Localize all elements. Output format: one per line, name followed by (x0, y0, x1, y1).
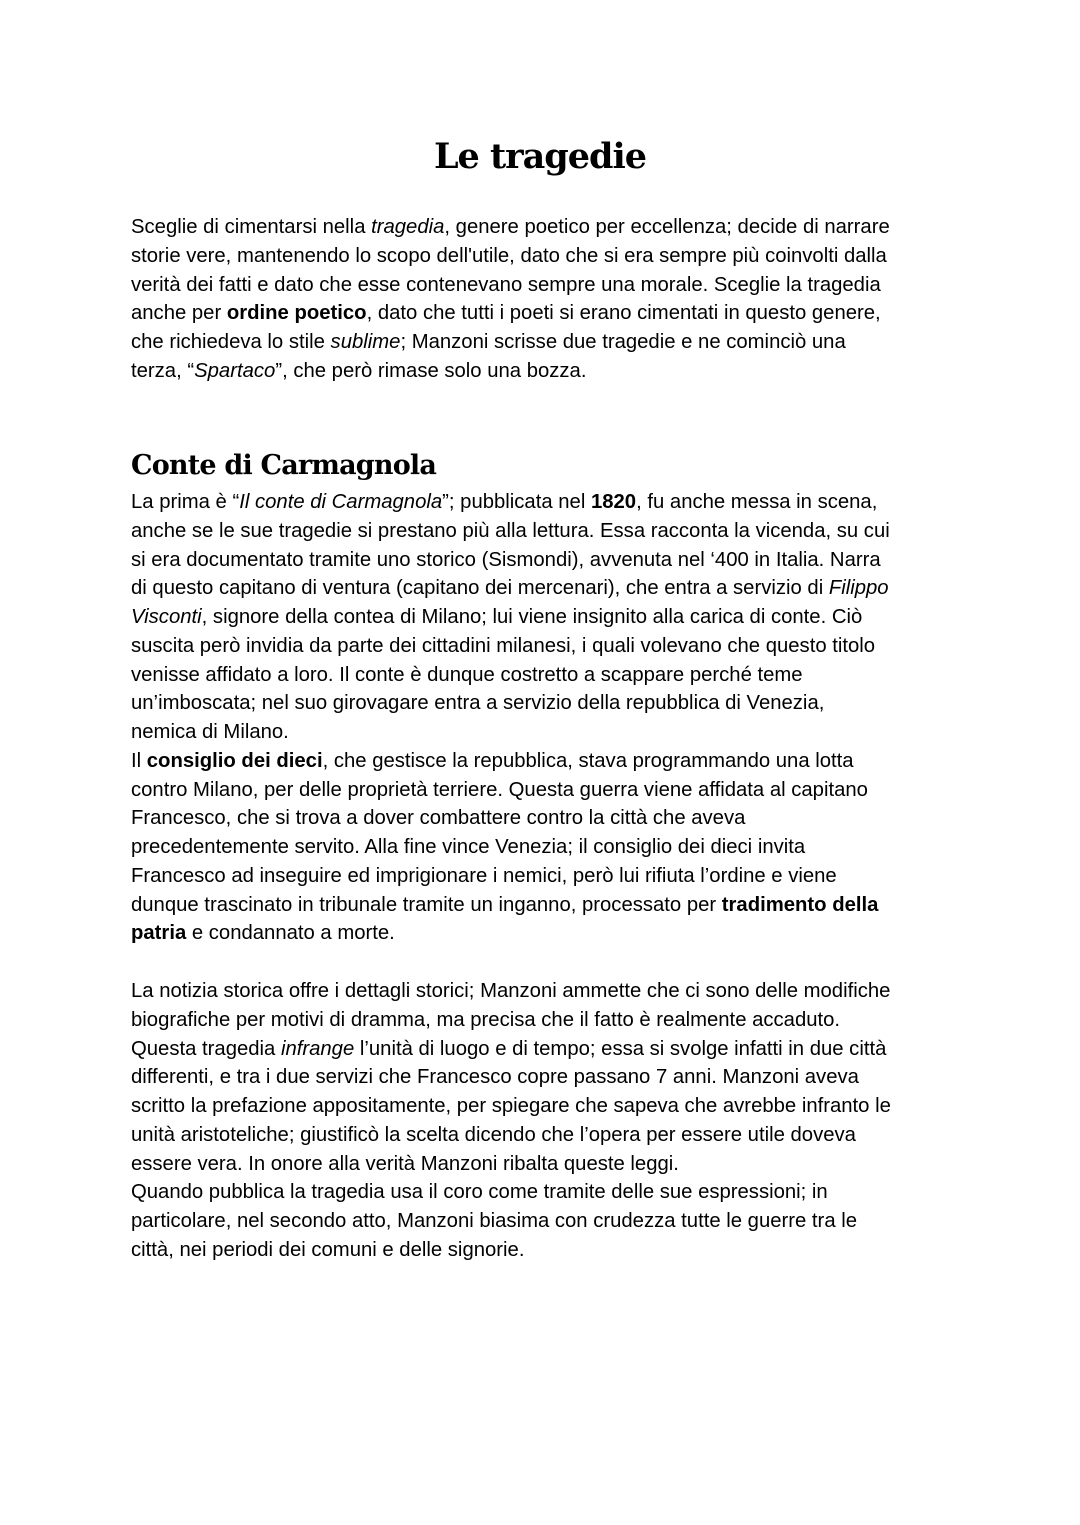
text-run: scritto la prefazione appositamente, per spiegare che sapeva che avrebbe infranto le (131, 1095, 891, 1117)
text-line (131, 1092, 961, 1121)
text-run: , che gestisce la repubblica, stava programmando una lotta (322, 749, 854, 772)
text-line (131, 1063, 961, 1092)
text-line (131, 776, 961, 805)
text-line (131, 977, 961, 1006)
text-run: un’imboscata; nel suo girovagare entra a servizio della repubblica di Venezia, (131, 692, 825, 715)
text-run: , dato che tutti i poeti si erano cimentati in questo genere, (366, 302, 881, 325)
text-run: Francesco ad inseguire ed imprigionare i nemici, però lui rifiuta l’ordine e viene (131, 864, 837, 887)
text-run: Francesco, che si trova a dover combattere contro la città che aveva (131, 807, 746, 830)
text-run: anche per (131, 302, 227, 325)
text-line (131, 661, 961, 690)
italic-text: infrange (280, 1037, 355, 1060)
text-run: unità aristoteliche; giustificò la scelta dicendo che l’opera per essere utile doveva (131, 1123, 856, 1146)
text-line (131, 689, 961, 718)
text-run: differenti, e tra i due servizi che Francesco copre passano 7 anni. Manzoni aveva (131, 1066, 859, 1089)
text-run: nemica di Milano. (131, 721, 289, 743)
text-line (131, 1035, 961, 1064)
text-line (131, 1178, 961, 1207)
notizia-paragraph (131, 977, 961, 1265)
section-title: Conte di Carmagnola (131, 450, 437, 481)
text-line (131, 718, 961, 747)
bold-text: tradimento della (721, 893, 879, 916)
text-run: , fu anche messa in scena, (636, 491, 878, 513)
text-run: particolare, nel secondo atto, Manzoni biasima con crudezza tutte le guerre tra le (131, 1210, 858, 1232)
text-line (131, 242, 961, 271)
italic-text: sublime (330, 331, 401, 353)
text-line (131, 517, 961, 546)
bold-text: 1820 (590, 491, 637, 513)
page-title: Le tragedie (433, 136, 647, 177)
text-line (131, 804, 961, 833)
text-line (131, 1207, 961, 1236)
text-line (131, 1121, 961, 1150)
intro-paragraph (131, 213, 961, 386)
text-run: , signore della contea di Milano; lui viene insignito alla carica di conte. Ciò (201, 606, 863, 628)
text-line (131, 328, 961, 357)
text-run: essere vera. In onore alla verità Manzoni ribalta queste leggi. (131, 1152, 679, 1175)
text-line (131, 1150, 961, 1179)
bold-text: ordine poetico (226, 302, 367, 325)
text-line (131, 919, 961, 948)
text-line (131, 632, 961, 661)
text-line (131, 357, 961, 386)
text-run: anche se le sue tragedie si prestano più alla lettura. Essa racconta la vicenda, su cui (131, 519, 890, 542)
bold-text: consiglio dei dieci (146, 749, 323, 772)
italic-text: Visconti (131, 606, 202, 628)
text-run: venisse affidato a loro. Il conte è dunque costretto a scappare perché teme (131, 663, 803, 686)
text-run: precedentemente servito. Alla fine vince Venezia; il consiglio dei dieci invita (131, 836, 806, 858)
text-run: storie vere, mantenendo lo scopo dell'utile, dato che si era sempre più coinvolti dalla (131, 244, 887, 267)
text-line (131, 891, 961, 920)
text-line (131, 603, 961, 632)
text-line (131, 546, 961, 575)
text-run: Questa tragedia (131, 1037, 281, 1060)
text-run: si era documentato tramite uno storico (Sismondi), avvenuta nel ‘400 in Italia. Narra (131, 548, 881, 571)
text-run: città, nei periodi dei comuni e delle signorie. (131, 1238, 525, 1261)
text-run: ; Manzoni scrisse due tragedie e ne cominciò una (400, 331, 846, 353)
text-line (131, 213, 961, 242)
text-line (131, 1236, 961, 1265)
text-line (131, 747, 961, 776)
text-run: suscita però invidia da parte dei cittadini milanesi, i quali volevano che questo titolo (131, 634, 876, 657)
text-run: verità dei fatti e dato che esse contenevano sempre una morale. Sceglie la tragedia (131, 273, 881, 296)
text-run: e condannato a morte. (186, 922, 395, 945)
italic-text: Spartaco (194, 359, 276, 382)
text-line (131, 574, 961, 603)
text-run: La notizia storica offre i dettagli storici; Manzoni ammette che ci sono delle modifiche (131, 980, 891, 1002)
text-run: Quando pubblica la tragedia usa il coro come tramite delle sue espressioni; in (131, 1181, 828, 1204)
italic-text: Il conte di Carmagnola (239, 491, 443, 513)
text-run: Sceglie di cimentarsi nella (131, 216, 372, 238)
text-run: Il (131, 749, 147, 772)
text-run: ”; pubblicata nel (442, 491, 591, 513)
text-run: terza, “ (131, 359, 195, 382)
text-line (131, 271, 961, 300)
text-run: , genere poetico per eccellenza; decide di narrare (444, 216, 890, 238)
text-line (131, 488, 961, 517)
text-line (131, 862, 961, 891)
text-line (131, 833, 961, 862)
text-run: ”, che però rimase solo una bozza. (275, 359, 587, 382)
italic-text: tragedia (371, 216, 445, 238)
italic-text: Filippo (828, 577, 889, 600)
text-run: La prima è “ (131, 491, 240, 513)
text-run: che richiedeva lo stile (131, 331, 331, 353)
text-run: contro Milano, per delle proprietà terriere. Questa guerra viene affidata al capitano (131, 778, 868, 801)
carmagnola-paragraph (131, 488, 961, 948)
text-run: biografiche per motivi di dramma, ma precisa che il fatto è realmente accaduto. (131, 1008, 841, 1031)
text-run: l’unità di luogo e di tempo; essa si svolge infatti in due città (354, 1037, 887, 1060)
text-line (131, 299, 961, 328)
text-run: di questo capitano di ventura (capitano dei mercenari), che entra a servizio di (131, 577, 829, 600)
text-line (131, 1006, 961, 1035)
text-run: dunque trascinato in tribunale tramite un inganno, processato per (131, 893, 722, 916)
bold-text: patria (131, 922, 187, 945)
